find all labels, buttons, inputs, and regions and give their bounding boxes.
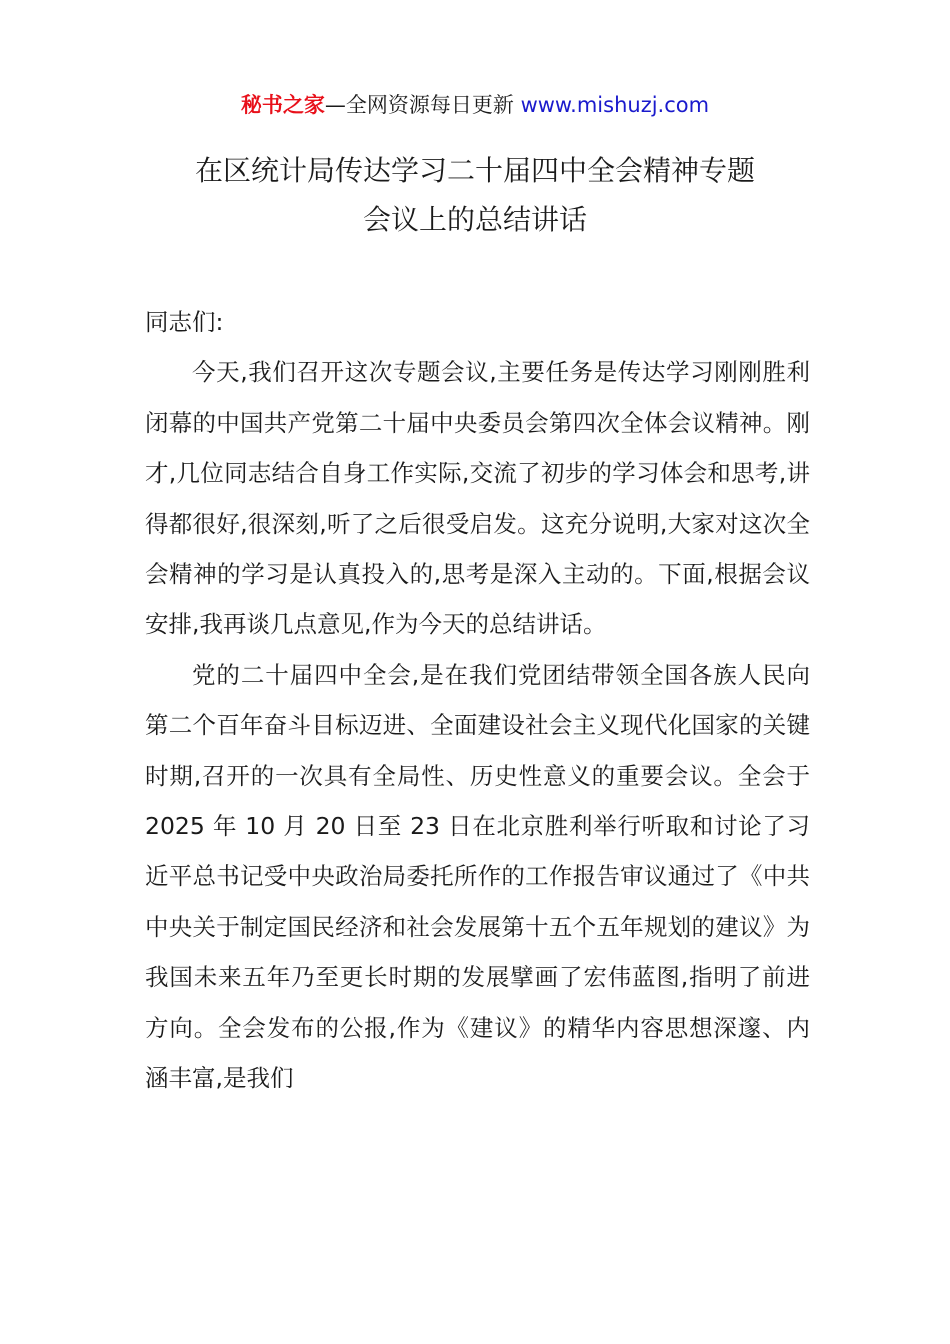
header-tagline: —全网资源每日更新 xyxy=(324,93,521,117)
document-body xyxy=(145,297,810,1104)
title-line-1: 在区统计局传达学习二十届四中全会精神专题 xyxy=(194,154,755,187)
site-header xyxy=(0,88,950,122)
paragraph-2: 党的二十届四中全会,是在我们党团结带领全国各族人民向第二个百年奋斗目标迈进、全面建设社会主义现代化国家的关键时期,召开的一次具有全局性、历史性意义的重要会议。全会于 2025 年 10 月 20 日至 23 日在北京胜利举行听取和讨论了习近平总书记受中央政治局委托所作的工作报告审议通过了《中共中央关于制定国民经济和社会发展第十五个五年规划的建议》为我国未来五年乃至更长时期的发展擘画了宏伟蓝图,指明了前进方向。全会发布的公报,作为《建议》的精华内容思想深邃、内涵丰富,是我们 xyxy=(145,660,810,1093)
title-line-2: 会议上的总结讲话 xyxy=(362,203,587,236)
paragraph-1: 今天,我们召开这次专题会议,主要任务是传达学习刚刚胜利闭幕的中国共产党第二十届中央委员会第四次全体会议精神。刚才,几位同志结合自身工作实际,交流了初步的学习体会和思考,讲得都很好,很深刻,听了之后很受启发。这充分说明,大家对这次全会精神的学习是认真投入的,思考是深入主动的。下面,根据会议安排,我再谈几点意见,作为今天的总结讲话。 xyxy=(145,358,810,639)
document-title xyxy=(120,146,830,244)
salutation: 同志们: xyxy=(145,308,224,336)
site-link[interactable]: www.mishuzj.com xyxy=(520,93,710,117)
brand-name: 秘书之家 xyxy=(240,93,325,117)
